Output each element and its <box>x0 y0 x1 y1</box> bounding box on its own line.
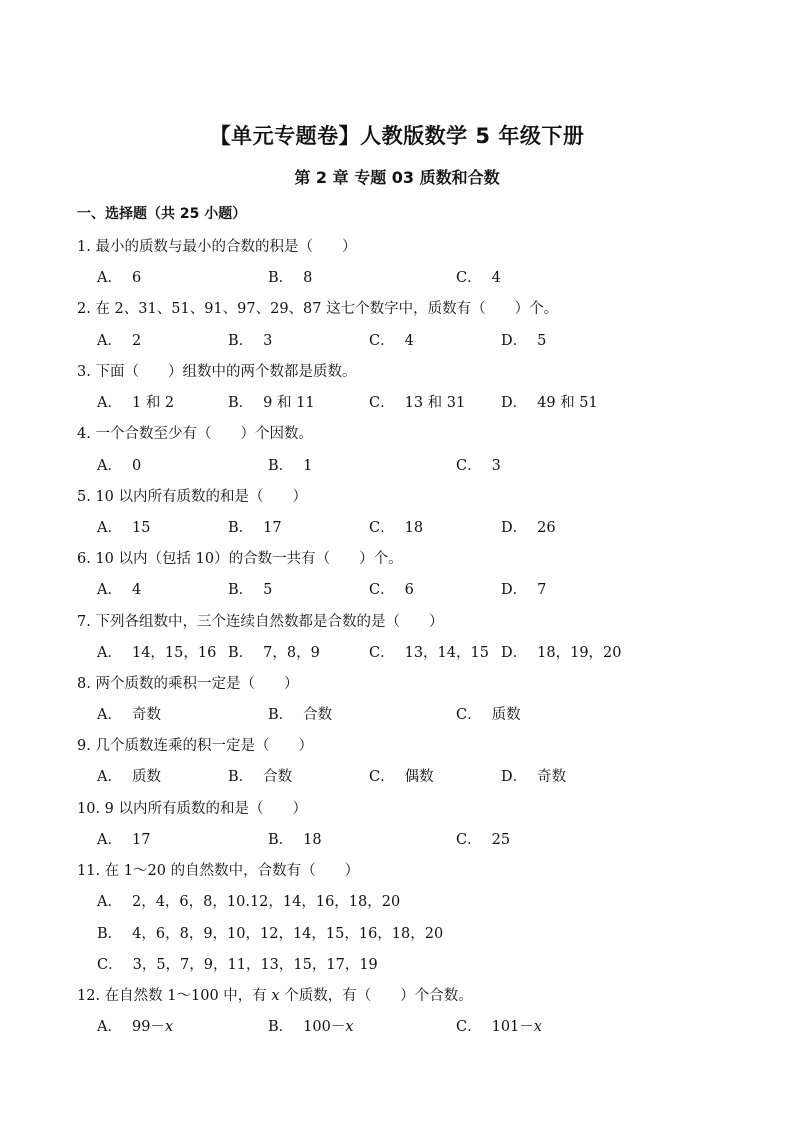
option-a: A． 0 <box>97 458 142 474</box>
option-b: B． 5 <box>228 582 273 598</box>
question-number: 5. <box>77 489 91 505</box>
variable-x: x <box>271 988 280 1004</box>
question-9 <box>77 734 313 755</box>
question-3 <box>77 360 356 381</box>
option-c: C． 质数 <box>456 707 521 723</box>
option-c: C． 3，5，7，9，11，13，15，17，19 <box>97 957 378 973</box>
option-d: D． 26 <box>501 520 556 536</box>
option-b: B． 17 <box>228 520 282 536</box>
option-c: C． 3 <box>456 458 501 474</box>
question-text: 10 以内所有质数的和是（ ） <box>95 489 308 505</box>
option-b: B． 7，8，9 <box>228 645 320 661</box>
option-c: C． 4 <box>456 270 501 286</box>
question-number: 7. <box>77 614 91 630</box>
option-c: C． 101－x <box>456 1019 542 1035</box>
question-number: 3. <box>77 364 91 380</box>
question-10 <box>77 797 307 818</box>
option-c: C． 13 和 31 <box>369 395 466 411</box>
question-text: 最小的质数与最小的合数的积是（ ） <box>95 239 357 255</box>
question-text: 下列各组数中，三个连续自然数都是合数的是（ ） <box>95 614 444 630</box>
question-number: 1. <box>77 239 91 255</box>
question-number: 12. <box>77 988 101 1004</box>
question-number: 10. <box>77 801 101 817</box>
question-number: 9. <box>77 738 91 754</box>
option-a: A． 质数 <box>97 769 161 785</box>
question-text: 两个质数的乘积一定是（ ） <box>95 676 299 692</box>
option-b: B． 1 <box>268 458 313 474</box>
section-heading: 一、选择题（共 25 小题） <box>77 206 247 222</box>
question-text: 在 2、31、51、91、97、29、87 这七个数字中，质数有（ ）个。 <box>95 301 559 317</box>
question-4 <box>77 422 313 443</box>
question-number: 6. <box>77 551 91 567</box>
option-c: C． 18 <box>369 520 424 536</box>
option-a: A． 2 <box>97 333 142 349</box>
option-d: D． 7 <box>501 582 547 598</box>
option-b: B． 合数 <box>268 707 333 723</box>
question-7 <box>77 610 443 631</box>
question-5 <box>77 485 307 506</box>
question-2 <box>77 297 558 318</box>
document-title: 【单元专题卷】人教版数学 5 年级下册 <box>209 124 585 148</box>
option-c: C． 13，14，15 <box>369 645 489 661</box>
option-c: C． 4 <box>369 333 414 349</box>
question-text: 下面（ ）组数中的两个数都是质数。 <box>95 364 357 380</box>
option-a: A． 15 <box>97 520 151 536</box>
question-text: 9 以内所有质数的和是（ ） <box>104 801 308 817</box>
document-subtitle: 第 2 章 专题 03 质数和合数 <box>294 168 500 187</box>
option-a: A． 奇数 <box>97 707 161 723</box>
option-c: C． 6 <box>369 582 414 598</box>
option-d: D． 18，19，20 <box>501 645 622 661</box>
question-number: 11. <box>77 863 101 879</box>
option-b: B． 18 <box>268 832 322 848</box>
option-d: D． 奇数 <box>501 769 567 785</box>
question-text: 在自然数 1～100 中，有 x 个质数，有（ ）个合数。 <box>104 988 473 1004</box>
option-b: B． 100－x <box>268 1019 354 1035</box>
option-b: B． 合数 <box>228 769 293 785</box>
question-text: 10 以内（包括 10）的合数一共有（ ）个。 <box>95 551 403 567</box>
option-a: A． 4 <box>97 582 142 598</box>
question-11 <box>77 859 359 880</box>
option-c: C． 25 <box>456 832 511 848</box>
question-text: 几个质数连乘的积一定是（ ） <box>95 738 313 754</box>
option-a: A． 6 <box>97 270 142 286</box>
option-d: D． 5 <box>501 333 547 349</box>
question-8 <box>77 672 298 693</box>
question-6 <box>77 547 403 568</box>
option-a: A． 1 和 2 <box>97 395 175 411</box>
option-a: A． 14，15，16 <box>97 645 217 661</box>
option-b: B． 3 <box>228 333 273 349</box>
question-number: 4. <box>77 426 91 442</box>
option-a: A． 99－x <box>97 1019 174 1035</box>
option-b: B． 8 <box>268 270 313 286</box>
option-c: C． 偶数 <box>369 769 434 785</box>
question-1 <box>77 235 356 256</box>
option-a: A． 17 <box>97 832 151 848</box>
question-12 <box>77 984 473 1005</box>
question-text: 一个合数至少有（ ）个因数。 <box>95 426 313 442</box>
question-number: 2. <box>77 301 91 317</box>
option-b: B． 4，6，8，9，10，12，14，15，16，18，20 <box>97 926 444 942</box>
option-d: D． 49 和 51 <box>501 395 598 411</box>
question-text: 在 1～20 的自然数中，合数有（ ） <box>104 863 360 879</box>
question-number: 8. <box>77 676 91 692</box>
option-b: B． 9 和 11 <box>228 395 315 411</box>
option-a: A． 2，4，6，8，10.12，14，16，18，20 <box>97 894 401 910</box>
